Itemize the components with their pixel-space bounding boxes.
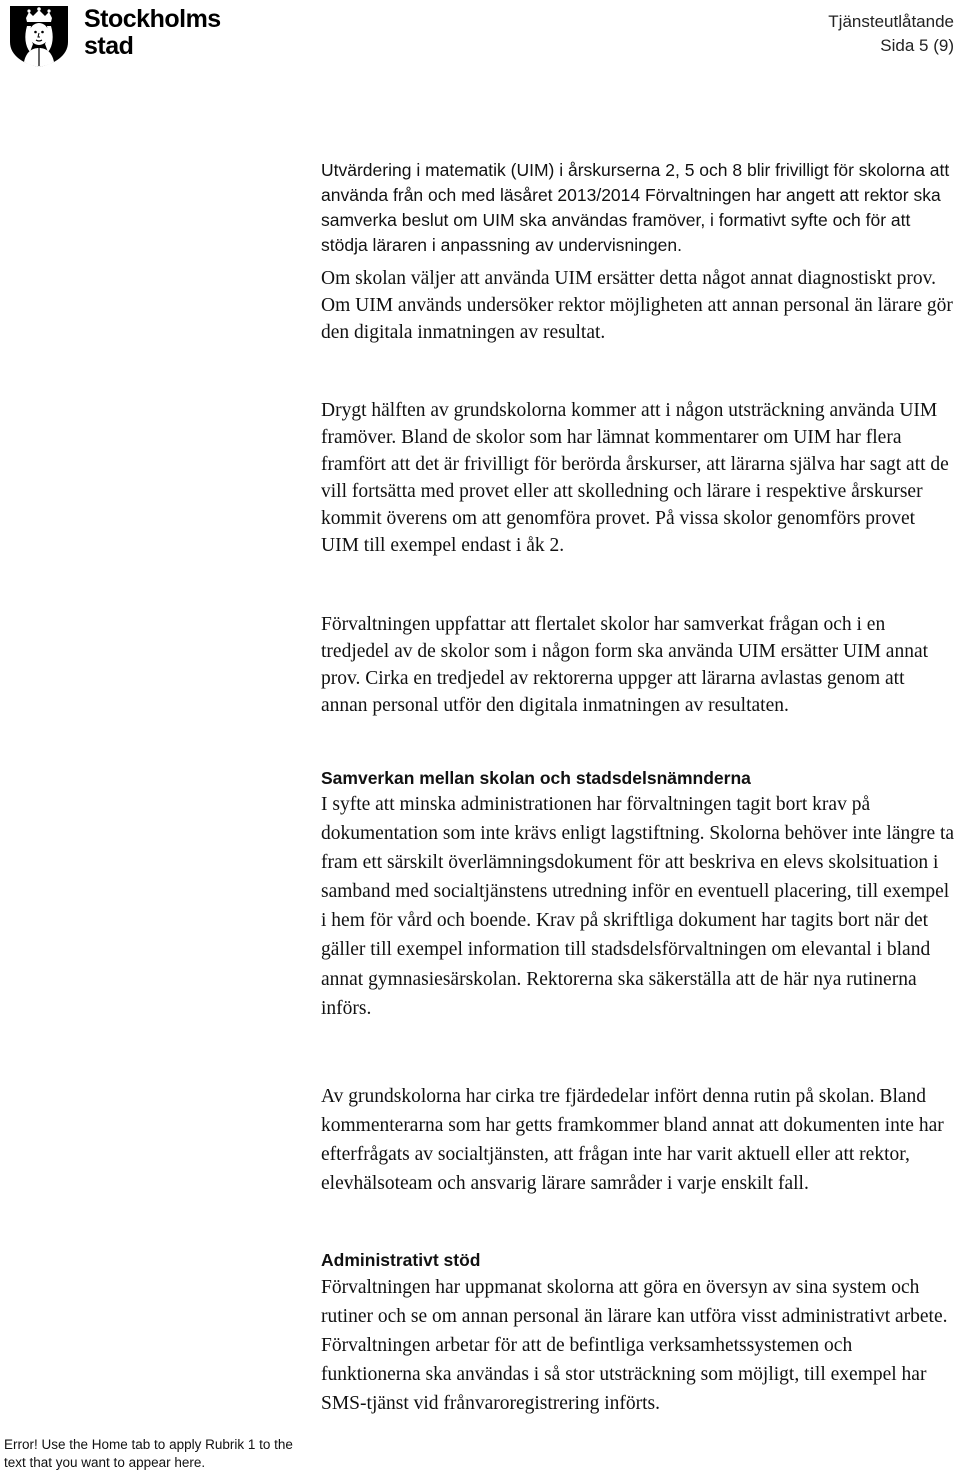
- samverkan-paragraph: I syfte att minska administrationen har förvaltningen tagit bort krav på dokumentation som inte krävs enligt lagstiftning. Skolorna behöver inte längre ta fram ett särskilt överlämningsdokument för att beskriva en elevs skolsituation i samband med socialtjänstens utredning inför en eventuell placering, till exempel i hem för vård och boende. Krav på skriftliga dokument har tagits bort när det gäller till exempel information till stadsdelsförvaltningen om elevantal i bland annat gymnasiesärskolan. Rektorerna ska säkerställa att de här nya rutinerna införs.: [321, 794, 955, 1019]
- uim-collaboration-paragraph: Förvaltningen uppfattar att flertalet skolor har samverkat frågan och i en tredjedel av de skolor som i någon form ska använda UIM ersätter UIM annat prov. Cirka en tredjedel av rektorerna uppger att lärarna avlastas genom att annan personal utför den digitala inmatningen av resultaten.: [321, 614, 929, 716]
- administrativt-stod-paragraph: Förvaltningen har uppmanat skolorna att göra en översyn av sina system och rutiner och se om annan personal än lärare kan utföra visst administrativt arbete. Förvaltningen arbetar för att de befintliga verksamhetssystemen och funktionerna ska användas i så stor utsträckning som möjligt, till exempel har SMS-tjänst vid frånvaroregistrering införts.: [321, 1277, 948, 1415]
- document-type: Tjänsteutlåtande: [828, 12, 954, 31]
- footer-error-note: Error! Use the Home tab to apply Rubrik 1 to the text that you want to appear here.: [4, 1437, 293, 1470]
- crowned-head-emblem-icon: [6, 4, 72, 68]
- section-heading-administrativt-stod: Administrativt stöd: [321, 1250, 481, 1270]
- section-heading-samverkan: Samverkan mellan skolan och stadsdelsnämnderna: [321, 768, 751, 788]
- uim-usage-paragraph: Drygt hälften av grundskolorna kommer att i någon utsträckning använda UIM framöver. Bland de skolor som har lämnat kommentarer om UIM har flera framfört att det är frivilligt för berörda årskurser, att lärarna själva har sagt att de vill fortsätta med provet eller att skolledning och lärare i respektive årskurser kommit överens om att genomföra provet. På vissa skolor genomförs provet UIM till exempel endast i åk 2.: [321, 400, 949, 556]
- page-number: Sida 5 (9): [880, 36, 954, 55]
- stockholms-stad-logo: [6, 4, 236, 68]
- logo-line-2: stad: [84, 32, 134, 60]
- logo-line-1: Stockholms: [84, 5, 221, 33]
- logo-wordmark: [84, 6, 221, 60]
- document-header: [828, 10, 954, 58]
- intro-paragraph: Utvärdering i matematik (UIM) i årskurserna 2, 5 och 8 blir frivilligt för skolorna att använda från och med läsåret 2013/2014 Förvaltningen har angett att rektor ska samverka beslut om UIM ska användas framöver, i formativt syfte och för att stödja läraren i anpassning av undervisningen.: [321, 160, 950, 255]
- samverkan-results-paragraph: Av grundskolorna har cirka tre fjärdedelar infört denna rutin på skolan. Bland kommenterarna som har getts framkommer bland annat att dokumenten inte har efterfrågats av socialtjänsten, att frågan inte har varit aktuell eller att rektor, elevhälsoteam och ansvarig lärare samråder i varje enskilt fall.: [321, 1086, 944, 1195]
- intro-paragraph-continued: Om skolan väljer att använda UIM ersätter detta något annat diagnostiskt prov. Om UIM används undersöker rektor möjligheten att annan personal än lärare gör den digitala inmatningen av resultat.: [321, 268, 953, 343]
